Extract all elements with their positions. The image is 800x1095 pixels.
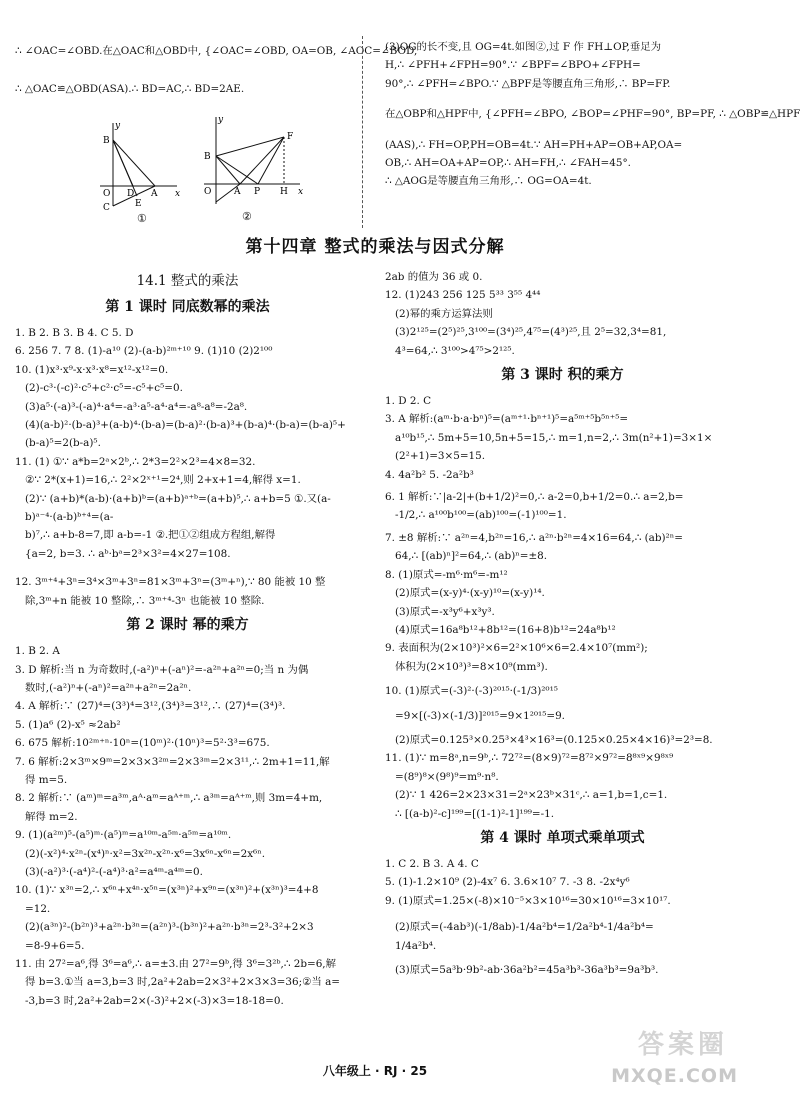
right-column — [385, 268, 740, 979]
lesson-2-answers — [15, 642, 360, 1010]
answer-line: 64,∴ [(ab)ⁿ]²=64,∴ (ab)ⁿ=±8. — [395, 550, 548, 563]
fig1-label-d: D — [127, 189, 135, 199]
fig2-label-b: B — [204, 152, 211, 162]
figure-2 — [200, 112, 310, 224]
answer-line: 10. (1)∵ x³ⁿ=2,∴ x⁶ⁿ+x⁴ⁿ·x⁵ⁿ=(x³ⁿ)²+x⁹ⁿ=(x³ⁿ)²+(x³ⁿ)³=4+8 — [15, 884, 319, 897]
fig2-label-h: H — [280, 187, 288, 197]
chapter-title: 第十四章 整式的乘法与因式分解 — [245, 237, 505, 257]
answer-line: (2)∵ (a+b)*(a-b)·(a+b)ᵇ=(a+b)ᵃ⁺ᵇ=(a+b)⁵,∴ a+b=5 ①.又(a-b)ᵃ⁻⁴·(a-b)ᵇ⁺⁴=(a- — [25, 492, 331, 524]
answer-line: -1/2,∴ a¹⁰⁰b¹⁰⁰=(ab)¹⁰⁰=(-1)¹⁰⁰=1. — [395, 509, 567, 522]
answer-line: 12. 3ᵐ⁺⁴+3ⁿ=3⁴×3ᵐ+3ⁿ=81×3ᵐ+3ⁿ=(3ᵐ+ⁿ),∵ 80 能被 10 整 — [15, 576, 326, 589]
answer-line: {a=2, b=3. ∴ aᵇ·bᵃ=2³×3²=4×27=108. — [25, 547, 231, 560]
answer-line: 得 b=3.①当 a=3,b=3 时,2a²+2ab=2×3²+2×3×3=36;②当 a= — [25, 976, 340, 989]
answer-line: (4)(a-b)²·(b-a)³+(a-b)⁴·(b-a)=(b-a)²·(b-a)³+(b-a)⁴·(b-a)=(b-a)⁵+(b-a)⁵=2(b-a)⁵. — [25, 419, 346, 450]
answer-line: (3)a⁵·(-a)³-(-a)⁴·a⁴=-a³·a⁵-a⁴·a⁴=-a⁸-a⁸=-2a⁸. — [25, 400, 248, 413]
top-right-line-4: 在△OBP和△HPF中, {∠PFH=∠BPO, ∠BOP=∠PHF=90°, BP=PF, ∴ △OBP≌△HPF — [385, 108, 800, 121]
page-footer: 八年级上 · RJ · 25 — [322, 1064, 428, 1078]
fig2-label-o: O — [204, 187, 212, 197]
answer-line: 12. (1)243 256 125 5³³ 3⁵⁵ 4⁴⁴ — [385, 289, 541, 302]
lesson-2-heading: 第 2 课时 幂的乘方 — [126, 617, 249, 634]
lesson-1-answers — [15, 324, 360, 610]
answer-line: (2)-c³·(-c)²·c⁵+c²·c⁵=-c⁵+c⁵=0. — [25, 382, 183, 395]
lesson-1-heading: 第 1 课时 同底数幂的乘法 — [105, 299, 270, 315]
fig1-label-x: x — [175, 189, 181, 199]
answer-line: =12. — [25, 902, 51, 915]
answer-line: 9. 表面积为(2×10³)²×6=2²×10⁶×6=2.4×10⁷(mm²); — [385, 642, 648, 655]
answer-line: (2)∵ 1 426=2×23×31=2ᵃ×23ᵇ×31ᶜ,∴ a=1,b=1,c=1. — [395, 789, 668, 802]
answer-line: (2)原式=0.125³×0.25³×4³×16³=(0.125×0.25×4×16)³=2³=8. — [395, 733, 713, 746]
answer-line: 除,3ᵐ+n 能被 10 整除,∴ 3ᵐ⁺⁴-3ⁿ 也能被 10 整除. — [25, 594, 265, 607]
answer-line: 7. 6 解析:2×3ᵐ×9ᵐ=2×3×3²ᵐ=2×3³ᵐ=2×3¹¹,∴ 2m+1=11,解 — [15, 755, 330, 768]
answer-line: 6. 1 解析:∵|a-2|+(b+1/2)²=0,∴ a-2=0,b+1/2=0.∴ a=2,b= — [385, 491, 684, 504]
answer-line: 8. 2 解析:∵ (aᵐ)ᵐ=a³ᵐ,aᴬ·aᵐ=aᴬ⁺ᵐ,∴ a³ᵐ=aᴬ⁺ᵐ,则 3m=4+m, — [15, 792, 323, 805]
column-divider — [362, 36, 363, 228]
answer-line: (2)幂的乘方运算法则 — [395, 307, 493, 320]
lesson-3-answers — [385, 392, 740, 823]
fig1-label-c: C — [103, 203, 110, 213]
answer-line: ②∵ 2*(x+1)=16,∴ 2²×2ˣ⁺¹=2⁴,则 2+x+1=4,解得 x=1. — [25, 474, 301, 487]
fig1-label-e: E — [135, 199, 142, 209]
answer-line: 11. 由 27²=a⁶,得 3⁶=a⁶,∴ a=±3.由 27²=9ᵇ,得 3⁶=3²ᵇ,∴ 2b=6,解 — [15, 958, 337, 970]
answer-line: 数时,(-a²)ⁿ+(-aⁿ)²=a²ⁿ+a²ⁿ=2a²ⁿ. — [25, 681, 192, 694]
fig2-label-x: x — [298, 187, 304, 197]
answer-line: 8. (1)原式=-m⁶·m⁶=-m¹² — [385, 568, 508, 581]
top-right-line-3: 90°,∴ ∠PFH=∠BPO.∵ △BPF是等腰直角三角形,∴ BP=FP. — [385, 77, 671, 90]
answer-line: 6. 675 解析:10²ᵐ⁺ⁿ·10ⁿ=(10ᵐ)²·(10ⁿ)³=5²·3³=675. — [15, 737, 270, 750]
fig2-label-y: y — [218, 115, 224, 125]
figure-1 — [95, 118, 195, 223]
answer-line: 7. ±8 解析:∵ a²ⁿ=4,b²ⁿ=16,∴ a²ⁿ·b²ⁿ=4×16=64,∴ (ab)²ⁿ= — [385, 531, 683, 544]
top-left-line-2: ∴ △OAC≌△OBD(ASA).∴ BD=AC,∴ BD=2AE. — [15, 83, 245, 96]
answer-line: (4)原式=16a⁸b¹²+8b¹²=(16+8)b¹²=24a⁸b¹² — [395, 623, 616, 636]
answer-line: 5. (1)-1.2×10⁹ (2)-4x⁷ 6. 3.6×10⁷ 7. -3 8. -2x⁴y⁶ — [385, 876, 630, 889]
lesson-3-heading: 第 3 课时 积的乘方 — [501, 367, 624, 384]
fig1-caption: ① — [137, 212, 147, 225]
answer-line: (2)原式=(-4ab³)(-1/8ab)-1/4a²b⁴=1/2a²b⁴-1/4a²b⁴= — [395, 921, 654, 934]
answer-line: 9. (1)原式=1.25×(-8)×10⁻⁵×3×10¹⁶=30×10¹⁶=3×10¹⁷. — [385, 894, 671, 907]
top-right-line-7: ∴ △AOG是等腰直角三角形,∴ OG=OA=4t. — [385, 175, 592, 188]
answer-line: 1/4a²b⁴. — [395, 939, 437, 952]
answer-line: 5. (1)a⁶ (2)-x⁵ ≈2ab² — [15, 718, 121, 731]
answer-line: (3)原式=-x³y⁶+x³y³. — [395, 605, 495, 618]
fig1-label-y: y — [115, 121, 121, 131]
fig1-label-a: A — [151, 189, 158, 199]
answer-line: (3)(-a²)³·(-a⁴)²-(-a⁴)³·a²=a⁴ᵐ-a⁴ᵐ=0. — [25, 865, 203, 878]
answer-line: 得 m=5. — [25, 773, 68, 786]
answer-line: =9×[(-3)×(-1/3)]²⁰¹⁵=9×1²⁰¹⁵=9. — [395, 709, 565, 722]
answer-line: 3. A 解析:(aᵐ·b·a·bⁿ)⁵=(aᵐ⁺¹·bⁿ⁺¹)⁵=a⁵ᵐ⁺⁵b⁵ⁿ⁺⁵= — [385, 413, 629, 426]
top-right-line-6: OB,∴ AH=OA+AP=OP,∴ AH=FH,∴ ∠FAH=45°. — [385, 157, 631, 170]
top-right-line-1: (3)OG的长不变,且 OG=4t.如图②,过 F 作 FH⊥OP,垂足为 — [385, 41, 662, 53]
top-right-block — [385, 38, 800, 191]
answer-line: (2)(-x²)⁴·x²ⁿ-(x⁴)ⁿ·x²=3x²ⁿ-x²ⁿ·x⁶=3x⁶ⁿ-x⁶ⁿ=2x⁶ⁿ. — [25, 847, 266, 860]
fig1-label-o: O — [103, 189, 111, 199]
answer-line: =8-9+6=5. — [25, 939, 85, 952]
lesson-4-answers — [385, 855, 740, 979]
top-left-line-1: ∴ ∠OAC=∠OBD.在△OAC和△OBD中, {∠OAC=∠OBD, OA=OB, ∠AOC=∠BOD, — [15, 45, 418, 57]
section-heading: 14.1 整式的乘法 — [136, 273, 239, 289]
watermark-url: MXQE.COM — [611, 1065, 738, 1087]
answer-line: 9. (1)(a²ᵐ)⁵-(a⁵)ᵐ·(a⁵)ᵐ=a¹⁰ᵐ-a⁵ᵐ·a⁵ᵐ=a¹⁰ᵐ. — [15, 829, 232, 842]
answer-line: 10. (1)x³·x⁹-x·x³·x⁸=x¹²-x¹²=0. — [15, 363, 169, 376]
answer-line: 10. (1)原式=(-3)²·(-3)²⁰¹⁵·(-1/3)²⁰¹⁵ — [385, 685, 558, 698]
answer-line: 4³=64,∴ 3¹⁰⁰>4⁷⁵>2¹²⁵. — [395, 344, 515, 357]
fig2-label-f: F — [287, 132, 294, 142]
answer-line: 1. B 2. A — [15, 645, 60, 658]
fig2-label-p: P — [254, 187, 261, 197]
answer-line: ∴ [(a-b)²-c]¹⁹⁹=[(1-1)²-1]¹⁹⁹=-1. — [395, 807, 555, 820]
answer-line: 解得 m=2. — [25, 810, 78, 823]
fig2-label-a: A — [234, 187, 241, 197]
answer-line: 4. A 解析:∵ (27)⁴=(3³)⁴=3¹²,(3⁴)³=3¹²,∴ (27)⁴=(3⁴)³. — [15, 700, 286, 713]
answer-line: -3,b=3 时,2a²+2ab=2×(-3)²+2×(-3)×3=18-18=0. — [25, 994, 284, 1007]
answer-line: =(8⁹)⁸×(9⁸)⁹=m⁹·n⁸. — [395, 770, 499, 783]
answer-line: (2)(a³ⁿ)²-(b²ⁿ)³+a²ⁿ·b³ⁿ=(a²ⁿ)³-(b³ⁿ)²+a²ⁿ·b³ⁿ=2³-3²+2×3 — [25, 921, 314, 934]
answer-line: 1. D 2. C — [385, 395, 432, 408]
answer-line: 2ab 的值为 36 或 0. — [385, 271, 483, 283]
answer-line: (2)原式=(x-y)⁴·(x-y)¹⁰=(x-y)¹⁴. — [395, 587, 545, 600]
top-left-block — [15, 42, 418, 99]
answer-line: (2²+1)=3×5=15. — [395, 450, 486, 463]
fig2-caption: ② — [242, 210, 252, 223]
answer-line: 1. C 2. B 3. A 4. C — [385, 857, 479, 870]
answer-line: 3. D 解析:当 n 为奇数时,(-a²)ⁿ+(-aⁿ)²=-a²ⁿ+a²ⁿ=0;当 n 为偶 — [15, 663, 309, 676]
answer-line: b)⁷,∴ a+b-8=7,即 a-b=-1 ②.把①②组成方程组,解得 — [25, 529, 276, 542]
answer-line: 4. 4a²b² 5. -2a²b³ — [385, 468, 474, 481]
answer-line: 1. B 2. B 3. B 4. C 5. D — [15, 327, 134, 339]
lesson-4-heading: 第 4 课时 单项式乘单项式 — [480, 829, 645, 846]
answer-line: 体积为(2×10³)³=8×10⁹(mm³). — [395, 660, 548, 673]
watermark-logo: 答案圈 — [637, 1030, 728, 1060]
fig1-label-b: B — [103, 136, 110, 146]
answer-line: 6. 256 7. 7 8. (1)-a¹⁰ (2)-(a-b)²ᵐ⁺¹⁰ 9. (1)10 (2)2¹⁰⁰ — [15, 345, 273, 358]
answer-line: a¹⁰b¹⁵,∴ 5m+5=10,5n+5=15,∴ m=1,n=2,∴ 3m(n²+1)=3×1× — [395, 431, 713, 444]
top-right-line-2: H,∴ ∠PFH+∠FPH=90°.∵ ∠BPF=∠BPO+∠FPH= — [385, 59, 641, 72]
answer-line: 11. (1)∵ m=8ᵃ,n=9ᵇ,∴ 72⁷²=(8×9)⁷²=8⁷²×9⁷²=8⁸ˣ⁹×9⁸ˣ⁹ — [385, 752, 674, 765]
answer-line: 11. (1) ①∵ a*b=2ᵃ×2ᵇ,∴ 2*3=2²×2³=4×8=32. — [15, 455, 256, 468]
lesson-1-continued — [385, 268, 740, 360]
answer-line: (3)2¹²⁵=(2⁵)²⁵,3¹⁰⁰=(3⁴)²⁵,4⁷⁵=(4³)²⁵,且 2⁵=32,3⁴=81, — [395, 326, 667, 339]
top-right-line-5: (AAS),∴ FH=OP,PH=OB=4t.∵ AH=PH+AP=OB+AP,OA= — [385, 138, 683, 151]
answer-line: (3)原式=5a³b·9b²-ab·36a²b²=45a³b³-36a³b³=9a³b³. — [395, 964, 659, 976]
left-column — [15, 268, 360, 1010]
